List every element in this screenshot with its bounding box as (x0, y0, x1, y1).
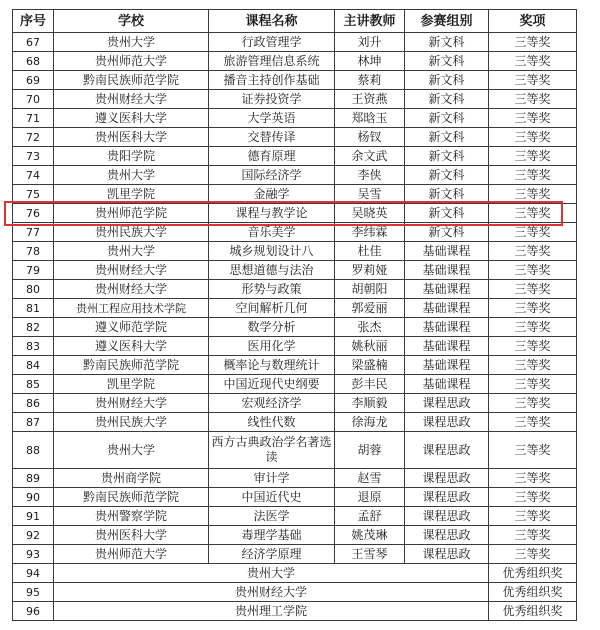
table-row (13, 52, 577, 71)
cell-seq: 84 (13, 356, 54, 375)
cell-award: 三等奖 (489, 337, 577, 356)
cell-course: 毒理学基础 (209, 526, 335, 545)
cell-award: 三等奖 (489, 204, 577, 223)
cell-school: 凯里学院 (54, 375, 209, 394)
cell-award: 三等奖 (489, 356, 577, 375)
cell-teacher: 孟舒 (335, 507, 405, 526)
cell-course: 西方古典政治学名著选读 (209, 432, 335, 469)
cell-seq: 88 (13, 432, 54, 469)
table-row (13, 375, 577, 394)
cell-award: 三等奖 (489, 185, 577, 204)
cell-course: 空间解析几何 (209, 299, 335, 318)
cell-group: 课程思政 (405, 413, 489, 432)
cell-course: 法医学 (209, 507, 335, 526)
cell-teacher: 梁盛楠 (335, 356, 405, 375)
cell-teacher: 杜佳 (335, 242, 405, 261)
cell-school: 贵州工程应用技术学院 (54, 299, 209, 318)
cell-teacher: 余文武 (335, 147, 405, 166)
cell-group: 基础课程 (405, 242, 489, 261)
cell-seq: 85 (13, 375, 54, 394)
cell-award: 三等奖 (489, 128, 577, 147)
table-row (13, 185, 577, 204)
cell-teacher: 彭丰民 (335, 375, 405, 394)
cell-school: 贵州民族大学 (54, 413, 209, 432)
cell-group: 新文科 (405, 71, 489, 90)
cell-group: 新文科 (405, 90, 489, 109)
cell-course: 医用化学 (209, 337, 335, 356)
cell-school: 贵州大学 (54, 242, 209, 261)
cell-award: 三等奖 (489, 33, 577, 52)
cell-school: 贵州师范大学 (54, 52, 209, 71)
cell-seq: 93 (13, 545, 54, 564)
cell-group: 基础课程 (405, 261, 489, 280)
cell-course: 形势与政策 (209, 280, 335, 299)
cell-course: 交替传译 (209, 128, 335, 147)
cell-seq: 96 (13, 602, 54, 621)
cell-seq: 77 (13, 223, 54, 242)
table-row (13, 356, 577, 375)
table-row (13, 204, 577, 223)
cell-seq: 72 (13, 128, 54, 147)
table-row (13, 432, 577, 469)
cell-award: 优秀组织奖 (489, 583, 577, 602)
cell-seq: 78 (13, 242, 54, 261)
cell-seq: 73 (13, 147, 54, 166)
cell-course: 数学分析 (209, 318, 335, 337)
cell-teacher: 胡朝阳 (335, 280, 405, 299)
cell-school: 贵州大学 (54, 33, 209, 52)
cell-seq: 68 (13, 52, 54, 71)
cell-course: 城乡规划设计八 (209, 242, 335, 261)
cell-award: 三等奖 (489, 394, 577, 413)
cell-course: 思想道德与法治 (209, 261, 335, 280)
cell-school: 贵州民族大学 (54, 223, 209, 242)
cell-course: 宏观经济学 (209, 394, 335, 413)
cell-group: 课程思政 (405, 488, 489, 507)
cell-teacher: 赵雪 (335, 469, 405, 488)
cell-school: 凯里学院 (54, 185, 209, 204)
cell-school: 贵州大学 (54, 432, 209, 469)
cell-award: 三等奖 (489, 242, 577, 261)
cell-group: 新文科 (405, 166, 489, 185)
table-row (13, 90, 577, 109)
cell-group: 新文科 (405, 128, 489, 147)
cell-award: 三等奖 (489, 71, 577, 90)
table-row (13, 337, 577, 356)
cell-teacher: 郑晗玉 (335, 109, 405, 128)
cell-school: 贵州大学 (54, 166, 209, 185)
cell-group: 课程思政 (405, 545, 489, 564)
org-award-row (13, 602, 577, 621)
cell-school: 贵阳学院 (54, 147, 209, 166)
cell-group: 基础课程 (405, 375, 489, 394)
cell-course: 金融学 (209, 185, 335, 204)
cell-school: 贵州财经大学 (54, 261, 209, 280)
cell-teacher: 退原 (335, 488, 405, 507)
cell-school: 贵州财经大学 (54, 280, 209, 299)
cell-teacher: 刘升 (335, 33, 405, 52)
cell-course: 德育原理 (209, 147, 335, 166)
cell-teacher: 王雪琴 (335, 545, 405, 564)
header-row (13, 10, 577, 33)
cell-seq: 83 (13, 337, 54, 356)
header-award: 奖项 (489, 10, 577, 33)
cell-teacher: 王资燕 (335, 90, 405, 109)
cell-award: 三等奖 (489, 261, 577, 280)
cell-award: 三等奖 (489, 375, 577, 394)
cell-group: 新文科 (405, 52, 489, 71)
cell-school: 贵州大学 (54, 564, 489, 583)
cell-teacher: 蔡莉 (335, 71, 405, 90)
cell-award: 三等奖 (489, 507, 577, 526)
cell-teacher: 姚秋丽 (335, 337, 405, 356)
cell-teacher: 胡蓉 (335, 432, 405, 469)
cell-group: 课程思政 (405, 432, 489, 469)
cell-course: 线性代数 (209, 413, 335, 432)
cell-seq: 94 (13, 564, 54, 583)
header-school: 学校 (54, 10, 209, 33)
cell-seq: 86 (13, 394, 54, 413)
cell-seq: 71 (13, 109, 54, 128)
cell-school: 贵州警察学院 (54, 507, 209, 526)
cell-seq: 80 (13, 280, 54, 299)
header-course: 课程名称 (209, 10, 335, 33)
cell-seq: 76 (13, 204, 54, 223)
cell-teacher: 姚茂琳 (335, 526, 405, 545)
cell-group: 新文科 (405, 185, 489, 204)
cell-seq: 90 (13, 488, 54, 507)
cell-award: 三等奖 (489, 318, 577, 337)
award-list-document (12, 9, 577, 621)
cell-group: 新文科 (405, 223, 489, 242)
table-row (13, 33, 577, 52)
cell-group: 基础课程 (405, 280, 489, 299)
cell-teacher: 李纬霖 (335, 223, 405, 242)
cell-award: 三等奖 (489, 166, 577, 185)
cell-seq: 79 (13, 261, 54, 280)
cell-school: 遵义师范学院 (54, 318, 209, 337)
cell-group: 基础课程 (405, 337, 489, 356)
cell-group: 新文科 (405, 204, 489, 223)
cell-course: 大学英语 (209, 109, 335, 128)
cell-course: 国际经济学 (209, 166, 335, 185)
table-body (13, 33, 577, 621)
cell-course: 经济学原理 (209, 545, 335, 564)
cell-seq: 89 (13, 469, 54, 488)
cell-group: 课程思政 (405, 394, 489, 413)
header-seq: 序号 (13, 10, 54, 33)
org-award-row (13, 564, 577, 583)
table-row (13, 71, 577, 90)
header-teacher: 主讲教师 (335, 10, 405, 33)
cell-award: 三等奖 (489, 280, 577, 299)
table-row (13, 318, 577, 337)
cell-seq: 81 (13, 299, 54, 318)
cell-award: 三等奖 (489, 469, 577, 488)
cell-school: 贵州医科大学 (54, 526, 209, 545)
table-row (13, 394, 577, 413)
table-row (13, 128, 577, 147)
cell-course: 审计学 (209, 469, 335, 488)
cell-group: 基础课程 (405, 356, 489, 375)
cell-group: 基础课程 (405, 318, 489, 337)
header-group: 参赛组别 (405, 10, 489, 33)
cell-school: 贵州师范学院 (54, 204, 209, 223)
cell-course: 证券投资学 (209, 90, 335, 109)
table-row (13, 507, 577, 526)
cell-course: 中国近现代史纲要 (209, 375, 335, 394)
cell-school: 贵州财经大学 (54, 90, 209, 109)
cell-award: 三等奖 (489, 545, 577, 564)
table-row (13, 109, 577, 128)
table-row (13, 147, 577, 166)
cell-seq: 74 (13, 166, 54, 185)
cell-seq: 91 (13, 507, 54, 526)
cell-award: 三等奖 (489, 432, 577, 469)
cell-seq: 95 (13, 583, 54, 602)
cell-school: 贵州医科大学 (54, 128, 209, 147)
cell-group: 新文科 (405, 147, 489, 166)
cell-teacher: 吴晓英 (335, 204, 405, 223)
table-row (13, 526, 577, 545)
cell-seq: 69 (13, 71, 54, 90)
cell-group: 课程思政 (405, 469, 489, 488)
cell-award: 优秀组织奖 (489, 602, 577, 621)
cell-course: 课程与教学论 (209, 204, 335, 223)
cell-course: 音乐美学 (209, 223, 335, 242)
cell-group: 课程思政 (405, 507, 489, 526)
cell-school: 遵义医科大学 (54, 337, 209, 356)
cell-course: 中国近代史 (209, 488, 335, 507)
cell-group: 基础课程 (405, 299, 489, 318)
cell-seq: 75 (13, 185, 54, 204)
cell-seq: 87 (13, 413, 54, 432)
table-row (13, 280, 577, 299)
award-table (12, 9, 577, 621)
cell-school: 黔南民族师范学院 (54, 488, 209, 507)
table-row (13, 413, 577, 432)
cell-award: 三等奖 (489, 147, 577, 166)
cell-teacher: 李侠 (335, 166, 405, 185)
cell-award: 三等奖 (489, 299, 577, 318)
cell-school: 贵州理工学院 (54, 602, 489, 621)
cell-teacher: 李顺毅 (335, 394, 405, 413)
table-row (13, 223, 577, 242)
cell-seq: 82 (13, 318, 54, 337)
cell-teacher: 吴雪 (335, 185, 405, 204)
cell-award: 三等奖 (489, 109, 577, 128)
table-row (13, 488, 577, 507)
cell-course: 概率论与数理统计 (209, 356, 335, 375)
cell-award: 三等奖 (489, 488, 577, 507)
table-row (13, 261, 577, 280)
table-row (13, 166, 577, 185)
table-row (13, 545, 577, 564)
cell-group: 课程思政 (405, 526, 489, 545)
cell-seq: 70 (13, 90, 54, 109)
cell-course: 播音主持创作基础 (209, 71, 335, 90)
cell-school: 贵州商学院 (54, 469, 209, 488)
org-award-row (13, 583, 577, 602)
cell-school: 贵州财经大学 (54, 394, 209, 413)
cell-school: 黔南民族师范学院 (54, 356, 209, 375)
cell-teacher: 杨钗 (335, 128, 405, 147)
cell-teacher: 郭爱丽 (335, 299, 405, 318)
cell-teacher: 林坤 (335, 52, 405, 71)
table-row (13, 242, 577, 261)
cell-school: 遵义医科大学 (54, 109, 209, 128)
cell-award: 三等奖 (489, 526, 577, 545)
cell-award: 三等奖 (489, 413, 577, 432)
cell-teacher: 徐海龙 (335, 413, 405, 432)
cell-group: 新文科 (405, 33, 489, 52)
cell-school: 贵州师范大学 (54, 545, 209, 564)
cell-seq: 67 (13, 33, 54, 52)
cell-course: 旅游管理信息系统 (209, 52, 335, 71)
cell-award: 优秀组织奖 (489, 564, 577, 583)
cell-seq: 92 (13, 526, 54, 545)
table-row (13, 469, 577, 488)
cell-school: 黔南民族师范学院 (54, 71, 209, 90)
cell-award: 三等奖 (489, 223, 577, 242)
cell-group: 新文科 (405, 109, 489, 128)
cell-award: 三等奖 (489, 90, 577, 109)
cell-award: 三等奖 (489, 52, 577, 71)
cell-school: 贵州财经大学 (54, 583, 489, 602)
cell-teacher: 罗莉娅 (335, 261, 405, 280)
cell-teacher: 张杰 (335, 318, 405, 337)
cell-course: 行政管理学 (209, 33, 335, 52)
table-row (13, 299, 577, 318)
